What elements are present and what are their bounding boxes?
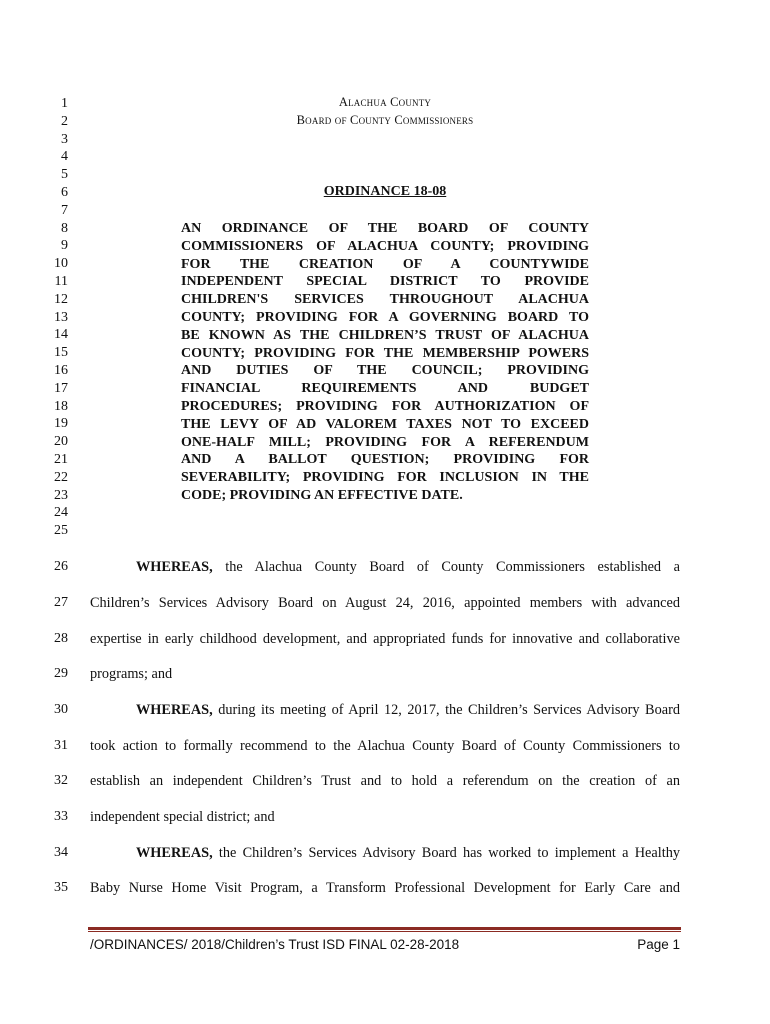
footer-rule-thin — [88, 931, 681, 932]
caption-line: CODE; PROVIDING AN EFFECTIVE DATE. — [181, 488, 463, 503]
line-number: 10 — [54, 256, 68, 272]
caption-line: COUNTY; PROVIDING FOR A GOVERNING BOARD TO — [181, 310, 589, 325]
caption-line: BE KNOWN AS THE CHILDREN’S TRUST OF ALACHUA — [181, 327, 589, 343]
line-number: 21 — [54, 452, 68, 467]
line-number: 19 — [54, 416, 68, 432]
line-number: 29 — [54, 666, 68, 681]
line-number: 31 — [54, 738, 68, 753]
line-number: 5 — [61, 167, 68, 183]
ordinance-title: ORDINANCE 18-08 — [323, 184, 447, 199]
line-number: 6 — [61, 185, 68, 200]
line-number: 11 — [54, 274, 68, 289]
caption-line: AND A BALLOT QUESTION; PROVIDING FOR — [181, 452, 589, 468]
footer-path: /ORDINANCES/ 2018/Children’s Trust ISD FINAL 02-28-2018 — [90, 937, 460, 952]
line-number: 3 — [61, 131, 68, 147]
line-number: 33 — [54, 809, 68, 824]
footer-rule-thick — [88, 927, 681, 930]
line-number: 15 — [54, 345, 68, 361]
line-number: 7 — [61, 202, 68, 218]
body-line: took action to formally recommend to the Alachua County Board of County Commissioners to — [90, 738, 680, 754]
body-line: independent special district; and — [90, 809, 275, 825]
caption-line: PROCEDURES; PROVIDING FOR AUTHORIZATION OF — [181, 399, 589, 414]
body-line: Children’s Services Advisory Board on August 24, 2016, appointed members with advanced — [90, 595, 680, 611]
whereas-paragraph-1-line: WHEREAS, the Alachua County Board of County Commissioners established a — [136, 559, 680, 575]
caption-line: INDEPENDENT SPECIAL DISTRICT TO PROVIDE — [181, 274, 589, 290]
line-number: 30 — [54, 702, 68, 717]
caption-line: FINANCIAL REQUIREMENTS AND BUDGET — [181, 381, 589, 397]
caption-line: AN ORDINANCE OF THE BOARD OF COUNTY — [181, 221, 589, 236]
board-name: Board of County Commissioners — [296, 113, 474, 127]
whereas-label: WHEREAS, — [136, 559, 213, 575]
line-number: 23 — [54, 487, 68, 503]
body-line: expertise in early childhood development, and appropriated funds for innovative and collaborative — [90, 631, 680, 647]
line-number: 25 — [54, 523, 68, 539]
line-number: 2 — [61, 113, 68, 129]
line-number: 12 — [54, 291, 68, 307]
whereas-label: WHEREAS, — [136, 845, 213, 861]
line-number: 1 — [61, 96, 68, 111]
line-number: 16 — [54, 363, 68, 378]
body-line: Baby Nurse Home Visit Program, a Transform Professional Development for Early Care and — [90, 880, 680, 896]
line-number: 22 — [54, 469, 68, 485]
body-line: establish an independent Children’s Trust and to hold a referendum on the creation of an — [90, 773, 680, 789]
caption-line: FOR THE CREATION OF A COUNTYWIDE — [181, 256, 589, 272]
caption-line: COMMISSIONERS OF ALACHUA COUNTY; PROVIDING — [181, 238, 589, 254]
page-number: Page 1 — [637, 937, 680, 952]
line-number: 13 — [54, 309, 68, 325]
line-number: 4 — [61, 149, 68, 165]
line-number: 34 — [54, 845, 68, 860]
body-line: programs; and — [90, 666, 173, 682]
caption-line: THE LEVY OF AD VALOREM TAXES NOT TO EXCEED — [181, 416, 589, 432]
caption-line: COUNTY; PROVIDING FOR THE MEMBERSHIP POWERS — [181, 345, 589, 361]
line-number: 14 — [54, 327, 68, 343]
county-name: Alachua County — [338, 95, 432, 109]
line-number: 35 — [54, 880, 68, 895]
line-number: 20 — [54, 434, 68, 450]
caption-line: CHILDREN'S SERVICES THROUGHOUT ALACHUA — [181, 292, 589, 308]
line-number: 28 — [54, 631, 68, 646]
line-number: 27 — [54, 595, 68, 610]
whereas-paragraph-2-line: WHEREAS, during its meeting of April 12, 2017, the Children’s Services Advisory Board — [136, 702, 680, 718]
line-number: 8 — [61, 220, 68, 236]
line-number: 32 — [54, 773, 68, 788]
whereas-label: WHEREAS, — [136, 702, 213, 718]
line-number: 24 — [54, 505, 68, 521]
line-number: 9 — [61, 238, 68, 254]
line-number: 26 — [54, 559, 68, 574]
caption-line: SEVERABILITY; PROVIDING FOR INCLUSION IN THE — [181, 470, 589, 486]
line-number: 17 — [54, 380, 68, 396]
whereas-paragraph-3-line: WHEREAS, the Children’s Services Advisory Board has worked to implement a Healthy — [136, 845, 680, 861]
caption-line: ONE-HALF MILL; PROVIDING FOR A REFERENDUM — [181, 434, 589, 450]
line-number: 18 — [54, 398, 68, 414]
caption-line: AND DUTIES OF THE COUNCIL; PROVIDING — [181, 363, 589, 379]
